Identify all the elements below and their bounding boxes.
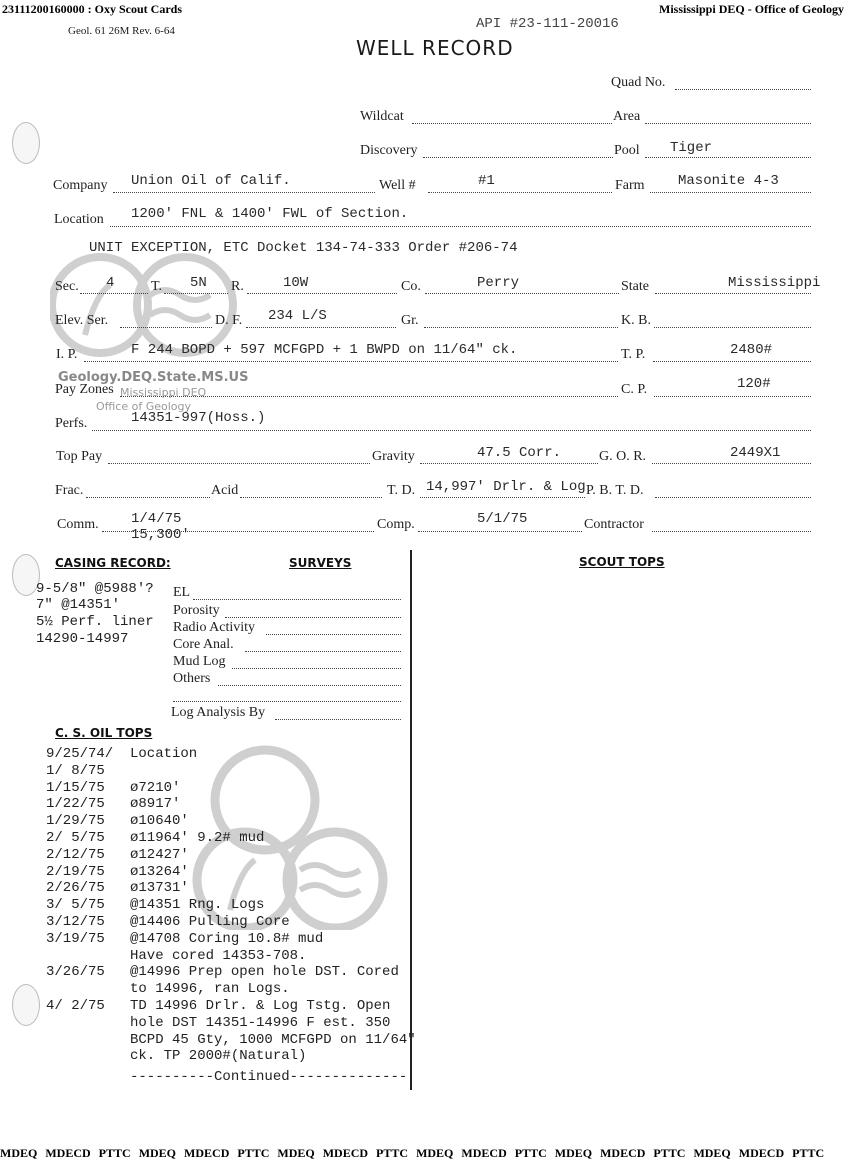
footer-item: MDEQ [693, 1146, 731, 1160]
gor-line [652, 463, 811, 464]
farm-label: Farm [615, 178, 645, 193]
comp-line [418, 531, 582, 532]
pool-label: Pool [614, 143, 640, 158]
df-line [246, 327, 396, 328]
oil-top-date: 1/15/75 [46, 779, 105, 796]
survey-others: Others [173, 671, 211, 686]
cp-line [654, 396, 811, 397]
continued-line: ----------Continued-------------- [130, 1069, 408, 1085]
survey-line [173, 701, 401, 702]
tp-value: 2480# [730, 342, 773, 358]
oil-top-row [46, 763, 130, 780]
location-value: 1200' FNL & 1400' FWL of Section. [131, 206, 409, 222]
area-label: Area [613, 109, 641, 124]
oil-top-date: 3/ 5/75 [46, 897, 105, 914]
td-value: 14,997' Drlr. & Log [426, 479, 586, 495]
oil-top-text: to 14996, ran Logs. [130, 981, 290, 998]
contractor-label: Contractor [584, 517, 644, 532]
oil-top-date: 9/25/74/ [46, 746, 114, 762]
oil-top-row [46, 830, 264, 847]
td-label: T. D. [387, 483, 416, 498]
top-pay-label: Top Pay [56, 449, 103, 464]
pbtd-line [655, 497, 811, 498]
pbtd-label: P. B. T. D. [586, 483, 644, 498]
oil-top-row [46, 796, 180, 813]
footer-item: PTTC [792, 1146, 825, 1160]
pay-zones-label: Pay Zones [55, 382, 114, 397]
column-divider [410, 550, 412, 1090]
location-label: Location [54, 212, 104, 227]
oil-top-text: ø11964' 9.2# mud [130, 830, 265, 846]
comp-value: 5/1/75 [477, 511, 528, 527]
survey-line [193, 599, 401, 600]
api-number: API #23-111-20016 [476, 16, 619, 32]
ip-label: I. P. [56, 347, 78, 362]
footer-item: MDECD [45, 1146, 91, 1160]
scout-tops-title: SCOUT TOPS [579, 555, 665, 569]
co-line [425, 293, 619, 294]
co-label: Co. [401, 279, 421, 294]
gor-value: 2449X1 [730, 445, 781, 461]
oil-top-row [46, 964, 399, 981]
quad-label: Quad No. [611, 75, 666, 90]
survey-line [218, 685, 401, 686]
gravity-label: Gravity [372, 449, 415, 464]
gor-label: G. O. R. [599, 449, 647, 464]
oil-top-row [46, 746, 197, 763]
survey-line [232, 668, 401, 669]
oil-top-text: ø7210' [130, 779, 181, 796]
td-line [420, 497, 585, 498]
pay-zones-line [120, 396, 618, 397]
well-label: Well # [379, 178, 416, 193]
sec-line [80, 293, 148, 294]
oil-top-row [46, 880, 189, 897]
survey-porosity: Porosity [173, 603, 220, 618]
oil-top-text: hole DST 14351-14996 F est. 350 [130, 1014, 391, 1031]
footer-item: MDEQ [277, 1146, 315, 1160]
acid-label: Acid [211, 483, 239, 498]
farm-line [650, 192, 811, 193]
location-line [110, 226, 811, 227]
survey-line [225, 617, 401, 618]
well-value: #1 [478, 173, 495, 189]
oil-top-row [46, 948, 306, 965]
tp-label: T. P. [621, 347, 646, 362]
comm-label: Comm. [57, 517, 99, 532]
frac-label: Frac. [55, 483, 84, 498]
oil-top-date: 2/12/75 [46, 846, 105, 863]
survey-line [275, 719, 401, 720]
punch-hole [12, 984, 40, 1026]
comp-label: Comp. [377, 517, 415, 532]
footer-item: MDECD [461, 1146, 507, 1160]
oil-top-date: 2/26/75 [46, 880, 105, 897]
footer-item: MDECD [738, 1146, 785, 1160]
survey-el: EL [173, 585, 191, 600]
oil-top-row [46, 780, 180, 797]
well-line [428, 192, 612, 193]
r-value: 10W [283, 275, 309, 291]
watermark-line3: Office of Geology [96, 400, 192, 413]
footer-item: MDEQ [0, 1146, 38, 1160]
footer-bar [0, 1146, 850, 1161]
comm-value-2: 15,300' [131, 527, 190, 543]
t-line [164, 293, 228, 294]
header-left: 23111200160000 : Oxy Scout Cards [2, 2, 183, 16]
r-label: R. [231, 279, 244, 294]
perfs-line [92, 430, 811, 431]
contractor-line [652, 531, 811, 532]
oil-top-text: ø13264' [130, 863, 189, 880]
oil-top-date: 3/19/75 [46, 930, 105, 947]
location-note: UNIT EXCEPTION, ETC Docket 134-74-333 Order #206-74 [89, 240, 518, 256]
punch-hole [12, 122, 40, 164]
casing-line: 5½ Perf. liner [36, 614, 154, 630]
surveys-title: SURVEYS [289, 556, 352, 570]
survey-mud-log: Mud Log [173, 654, 226, 669]
oil-top-date: 1/29/75 [46, 813, 105, 830]
gr-label: Gr. [401, 313, 419, 328]
t-value: 5N [190, 275, 207, 291]
survey-log-analysis: Log Analysis By [171, 705, 266, 720]
oil-top-text: @14996 Prep open hole DST. Cored [130, 964, 399, 981]
t-label: T. [151, 279, 163, 294]
watermark-line1: Geology.DEQ.State.MS.US [58, 370, 249, 385]
survey-line [245, 651, 401, 652]
elev-line [120, 327, 212, 328]
oil-top-row [46, 998, 390, 1015]
oil-top-row [46, 847, 189, 864]
pool-value: Tiger [670, 140, 713, 156]
page-title: WELL RECORD [356, 36, 514, 60]
survey-core-anal: Core Anal. [173, 637, 234, 652]
df-value: 234 L/S [268, 308, 327, 324]
oil-top-text: ø12427' [130, 846, 189, 863]
kb-line [654, 327, 811, 328]
oil-top-text: ø8917' [130, 796, 181, 813]
pool-line [645, 157, 811, 158]
company-label: Company [53, 178, 108, 193]
cp-label: C. P. [621, 382, 648, 397]
survey-line [266, 634, 401, 635]
oil-top-row [46, 931, 323, 948]
footer-item: MDEQ [138, 1146, 177, 1160]
top-pay-line [108, 463, 370, 464]
ip-line [84, 361, 618, 362]
form-number: Geol. 61 26M Rev. 6-64 [68, 25, 175, 37]
elev-label: Elev. Ser. [55, 313, 109, 328]
survey-radio-activity: Radio Activity [173, 620, 256, 635]
state-value: Mississippi [728, 275, 821, 291]
oil-top-text: Have cored 14353-708. [130, 947, 307, 964]
oil-top-date: 1/22/75 [46, 796, 105, 813]
cs-oil-tops-title: C. S. OIL TOPS [55, 726, 153, 740]
casing-line: 9-5/8" @5988'? [36, 581, 154, 597]
gravity-value: 47.5 Corr. [477, 445, 562, 461]
footer-item: MDEQ [554, 1146, 593, 1160]
oil-top-text: Location [130, 746, 198, 762]
tp-line [653, 361, 811, 362]
perfs-value: 14351-997(Hoss.) [131, 410, 266, 426]
company-value: Union Oil of Calif. [131, 173, 291, 189]
casing-record-title: CASING RECORD: [55, 556, 171, 570]
df-label: D. F. [215, 313, 243, 328]
oil-top-text: @14708 Coring 10.8# mud [130, 930, 324, 947]
oil-top-date: 3/12/75 [46, 914, 105, 930]
oil-top-date: 1/ 8/75 [46, 762, 105, 779]
oil-top-text: @14351 Rng. Logs [130, 897, 265, 914]
perfs-label: Perfs. [55, 416, 88, 431]
co-value: Perry [477, 275, 520, 291]
wildcat-line [412, 123, 612, 124]
discovery-label: Discovery [360, 143, 418, 158]
oil-top-date: 2/ 5/75 [46, 830, 105, 846]
footer-item: PTTC [98, 1146, 131, 1160]
farm-value: Masonite 4-3 [678, 173, 779, 189]
discovery-line [423, 157, 613, 158]
sec-value: 4 [106, 275, 115, 291]
frac-line [86, 497, 210, 498]
oil-top-date: 2/19/75 [46, 863, 105, 880]
oil-top-row [46, 1032, 416, 1049]
acid-line [240, 497, 382, 498]
quad-line [675, 89, 811, 90]
oil-top-row [46, 914, 290, 931]
comm-value: 1/4/75 [131, 511, 182, 527]
oil-top-date: 3/26/75 [46, 964, 105, 981]
footer-item: PTTC [514, 1146, 547, 1160]
r-line [247, 293, 397, 294]
oil-top-text: TD 14996 Drlr. & Log Tstg. Open [130, 998, 391, 1014]
footer-item: PTTC [237, 1146, 270, 1160]
oil-top-row [46, 864, 189, 881]
casing-line: 14290-14997 [36, 631, 129, 647]
oil-top-text: ck. TP 2000#(Natural) [130, 1048, 307, 1065]
footer-item: MDEQ [416, 1146, 454, 1160]
footer-item: PTTC [653, 1146, 686, 1160]
oil-top-text: BCPD 45 Gty, 1000 MCFGPD on 11/64" [130, 1031, 416, 1048]
wildcat-label: Wildcat [360, 109, 404, 124]
watermark-line2: Mississippi DEQ [120, 386, 207, 399]
company-line [113, 192, 375, 193]
gravity-line [420, 463, 598, 464]
header-right: Mississippi DEQ - Office of Geology [659, 2, 844, 16]
ip-value: F 244 BOPD + 597 MCFGPD + 1 BWPD on 11/64" ck. [131, 342, 518, 358]
oil-top-row [46, 1048, 306, 1065]
sec-label: Sec. [55, 279, 79, 294]
oil-top-text: ø13731' [130, 880, 189, 897]
footer-item: PTTC [376, 1146, 409, 1160]
kb-label: K. B. [621, 313, 651, 328]
footer-item: MDECD [184, 1146, 230, 1160]
state-line [655, 293, 811, 294]
gr-line [424, 327, 618, 328]
footer-item: MDECD [600, 1146, 646, 1160]
cp-value: 120# [737, 376, 771, 392]
oil-top-row [46, 897, 264, 914]
state-label: State [621, 279, 649, 294]
oil-top-text: ø10640' [130, 813, 189, 830]
oil-top-date: 4/ 2/75 [46, 998, 105, 1014]
oil-top-text: @14406 Pulling Core [130, 914, 290, 930]
casing-line: 7" @14351' [36, 597, 121, 613]
footer-item: MDECD [322, 1146, 369, 1160]
oil-top-row [46, 813, 189, 830]
area-line [645, 123, 811, 124]
oil-top-row [46, 981, 290, 998]
oil-top-row [46, 1015, 390, 1032]
